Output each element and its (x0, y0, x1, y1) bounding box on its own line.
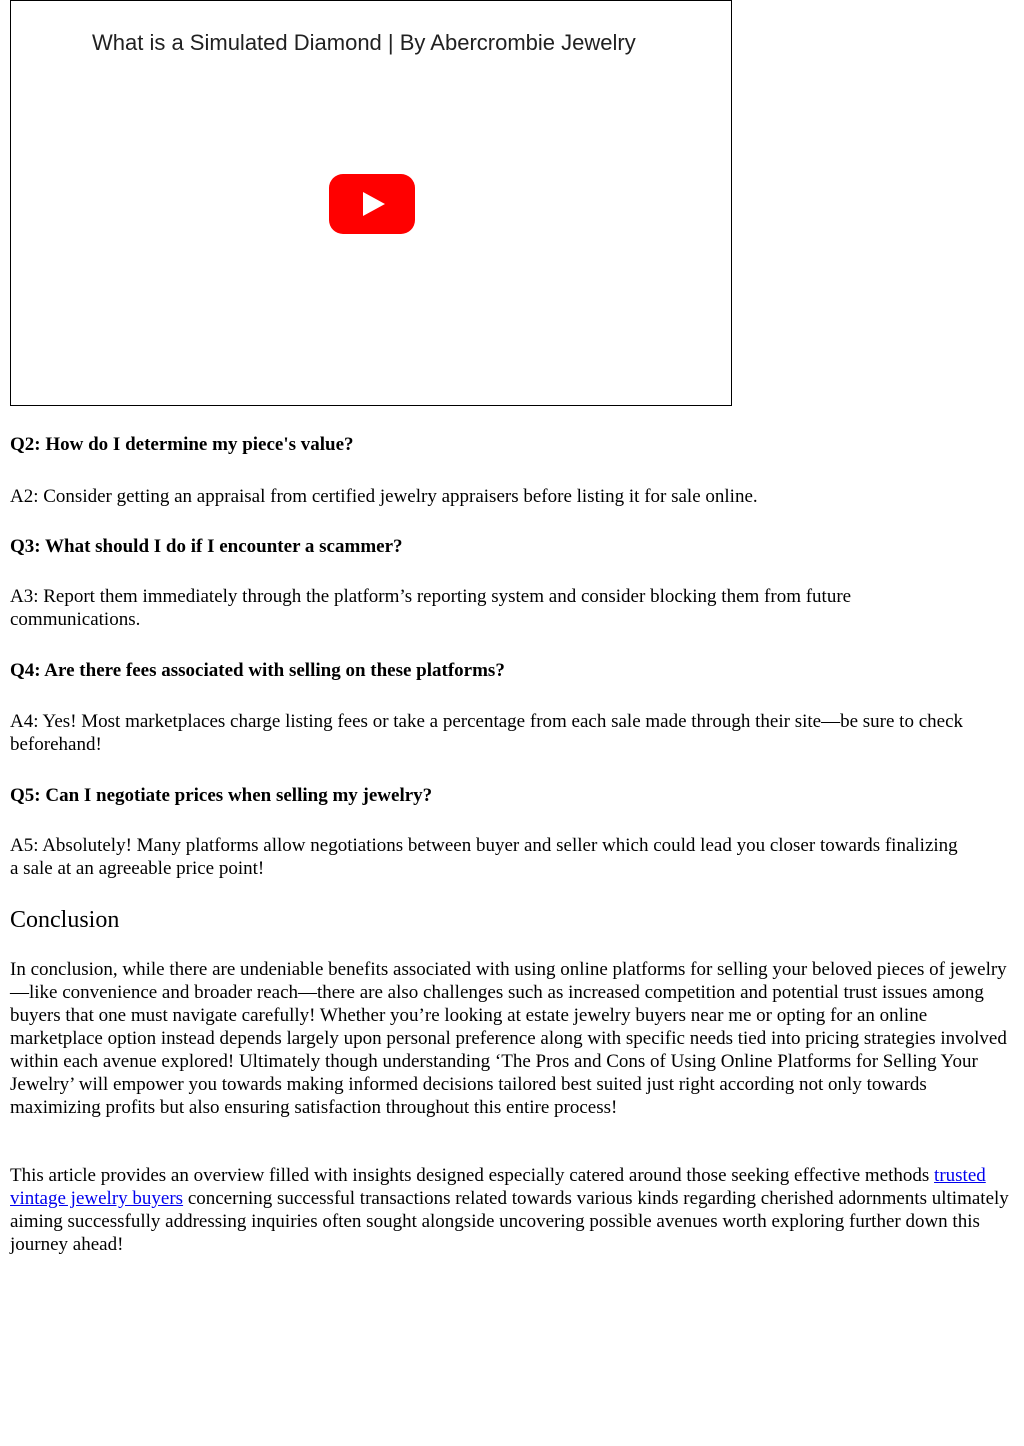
faq-answer-4: A4: Yes! Most marketplaces charge listing fees or take a percentage from each sale made through their site—be sure to check beforehand! (10, 711, 964, 755)
faq-answer-2: A2: Consider getting an appraisal from certified jewelry appraisers before listing it for sale online. (10, 486, 758, 507)
faq-question-4: Q4: Are there fees associated with selling on these platforms? (10, 660, 505, 681)
faq-question-3: Q3: What should I do if I encounter a scammer? (10, 536, 403, 557)
faq-question-5: Q5: Can I negotiate prices when selling my jewelry? (10, 785, 433, 806)
video-embed[interactable] (10, 0, 732, 406)
conclusion-heading: Conclusion (10, 907, 120, 933)
paragraph-text-after-link: concerning successful transactions related towards various kinds regarding cherished adornments ultimately aiming successfully addressing inquiries often sought alongside uncovering possible avenues worth exploring further down this journey ahead! (10, 1188, 1009, 1255)
paragraph-text-before-link: This article provides an overview filled with insights designed especially catered around those seeking effective methods (10, 1165, 935, 1186)
video-title[interactable]: What is a Simulated Diamond | By Abercrombie Jewelry (92, 30, 636, 55)
youtube-play-icon[interactable] (329, 174, 415, 234)
faq-answer-3: A3: Report them immediately through the platform’s reporting system and consider blocking them from future communications. (10, 586, 852, 630)
conclusion-paragraph-1: In conclusion, while there are undeniable benefits associated with using online platforms for selling your beloved pieces of jewelry—like convenience and broader reach—there are also challenges such as increased competition and potential trust issues among buyers that one must navigate carefully! Whether you’re looking at estate jewelry buyers near me or opting for an online marketplace option instead depends largely upon personal preference along with specific needs tied into pricing strategies involved within each avenue explored! Ultimately though understanding ‘The Pros and Cons of Using Online Platforms for Selling Your Jewelry’ will empower you towards making informed decisions tailored best suited just right according not only towards maximizing profits but also ensuring satisfaction throughout this entire process! (10, 959, 1007, 1118)
conclusion-paragraph-2 (10, 1164, 1012, 1256)
trusted-vintage-jewelry-buyers-link[interactable]: trusted vintage jewelry buyers (10, 1165, 986, 1209)
faq-answer-5: A5: Absolutely! Many platforms allow negotiations between buyer and seller which could lead you closer towards finalizing a sale at an agreeable price point! (10, 835, 958, 879)
faq-question-2: Q2: How do I determine my piece's value? (10, 434, 354, 455)
